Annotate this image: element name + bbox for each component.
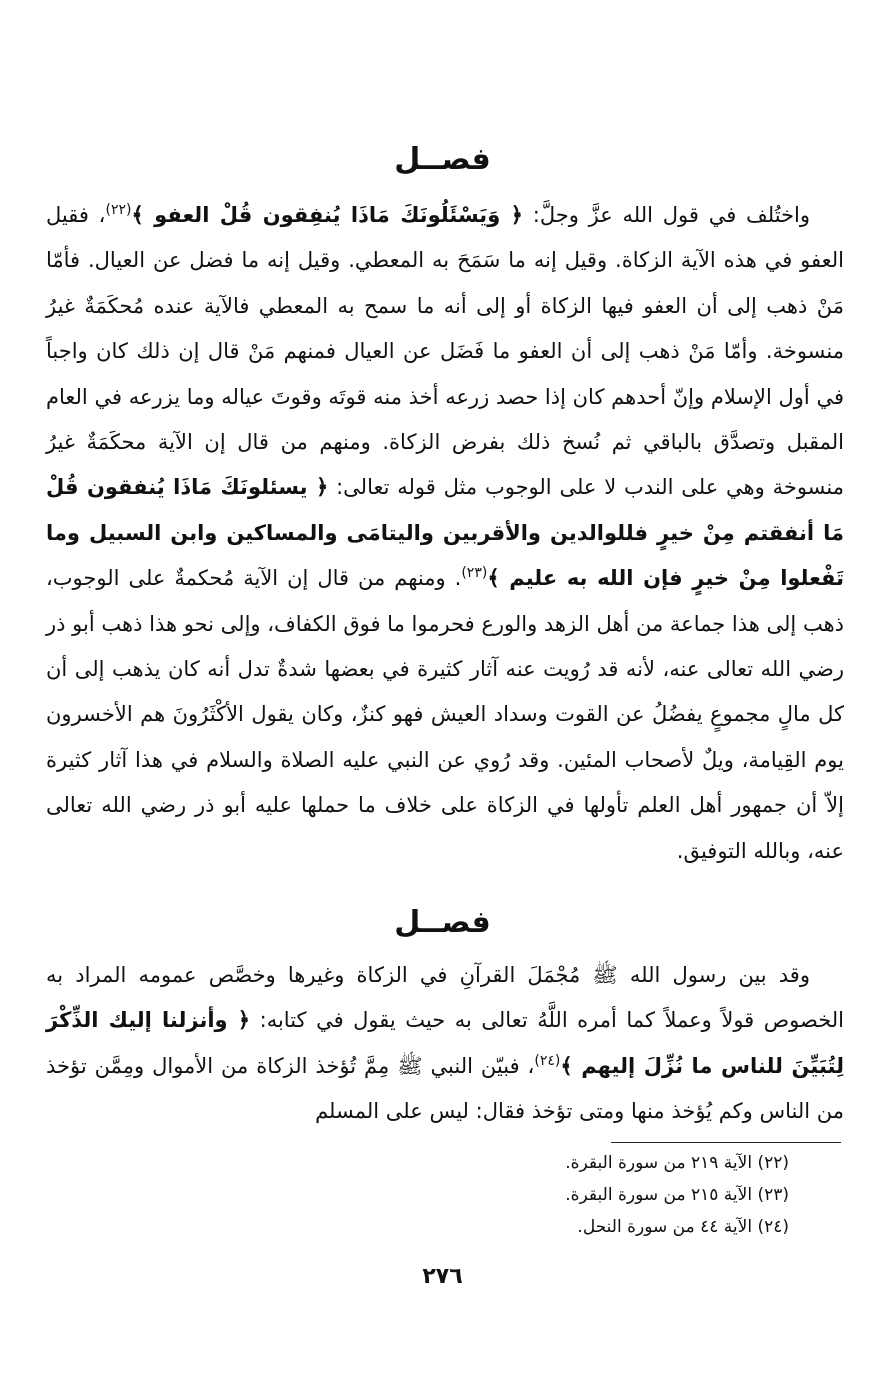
section-heading-text: فصــل: [394, 905, 491, 940]
quran-verse: ﴿ وَيَسْئَلُونَكَ مَاذَا يُنفِقون قُلْ العفو ﴾: [131, 203, 523, 227]
section-2-body: [46, 953, 844, 1135]
section-1-body: [46, 193, 844, 874]
quran-verse: ﴿ وأنزلنا إليك الذِّكْرَ لِتُبَيِّنَ للناس ما نُزِّلَ إليهم ﴾: [46, 1008, 844, 1078]
paragraph: [46, 953, 844, 1135]
footnote-item: (٢٢) الآية ٢١٩ من سورة البقرة.: [565, 1153, 789, 1173]
footnote-reference: (٢٤): [534, 1052, 561, 1069]
body-text: وقد بين رسول الله ﷺ مُجْمَلَ القرآنِ في الزكاة وغيرها وخصَّص عمومه المراد به الخصوص قولاً وعملاً كما أمره اللَّهُ تعالى به حيث يقول في كتابه:: [46, 963, 844, 1033]
body-text: واختُلف في قول الله عزَّ وجلَّ:: [522, 203, 811, 227]
footnote-reference: (٢٣): [461, 565, 488, 582]
body-text: . ومنهم من قال إن الآية مُحكمةٌ على الوجوب، ذهب إلى هذا جماعة من أهل الزهد والورع فحرموا ما فوق الكفاف، وإلى نحو هذا ذهب أبو ذر رضي الله تعالى عنه، لأنه قد رُويت عنه آثار كثيرة في بعضها شدةٌ تدل أنه كان يذهب إلى أن كل مالٍ مجموعٍ يفضُلُ عن القوت وسداد العيش فهو كنزٌ، وكان يقول الأكْثَرُونَ هم الأخسرون يوم القِيامة، ويلٌ لأصحاب المئين. وقد رُوي عن النبي عليه الصلاة والسلام في هذا آثار كثيرة إلاّ أن جمهور أهل العلم تأولها في الزكاة على خلاف ما حملها عليه أبو ذر رضي الله تعالى عنه، وبالله التوفيق.: [46, 566, 844, 863]
footnote-item: (٢٣) الآية ٢١٥ من سورة البقرة.: [565, 1185, 789, 1205]
footnotes: [289, 1147, 789, 1243]
section-heading-1: [0, 140, 885, 180]
footnote-divider: [611, 1142, 841, 1143]
quran-verse: ﴿ يسئلونَكَ مَاذَا يُنفقون قُلْ مَا أنفقتم مِنْ خيرٍ فللوالدين والأقربين واليتامَى والمساكين وابن السبيل وما تَفْعلوا مِنْ خيرٍ فإن الله به عليم ﴾: [46, 475, 844, 591]
page-number: ٢٧٦: [422, 1264, 463, 1289]
section-heading-text: فصــل: [394, 142, 491, 177]
section-heading-2: [0, 903, 885, 943]
footnote-item: (٢٤) الآية ٤٤ من سورة النحل.: [577, 1217, 789, 1237]
body-text: ، فقيل العفو في هذه الآية الزكاة. وقيل إنه ما سَمَحَ به المعطي. وقيل إنه ما فضل عن العيال. فأمّا مَنْ ذهب إلى أن العفو فيها الزكاة أو إلى أنه ما سمح به المعطي فالآية عنده مُحكَمَةٌ غيرُ منسوخة. وأمّا مَنْ ذهب إلى أن العفو ما فَضَل عن العيال فمنهم مَنْ قال إن ذلك كان واجباً في أول الإسلام وإنّ أحدهم كان إذا حصد زرعه أخذ منه قوتَه وقوتَ عياله وما يزرعه في العام المقبل وتصدَّق بالباقي ثم نُسخ ذلك بفرض الزكاة. ومنهم من قال إن الآية محكَمَةٌ غيرُ منسوخة وهي على الندب لا على الوجوب مثل قوله تعالى:: [46, 203, 844, 500]
footnote-reference: (٢٢): [105, 202, 132, 218]
body-text: ، فبيّن النبي ﷺ مِمَّ تُؤخذ الزكاة من الأموال ومِمَّن تؤخذ من الناس وكم يُؤخذ منها ومتى تؤخذ فقال: ليس على المسلم: [46, 1053, 844, 1124]
paragraph: [46, 193, 844, 874]
